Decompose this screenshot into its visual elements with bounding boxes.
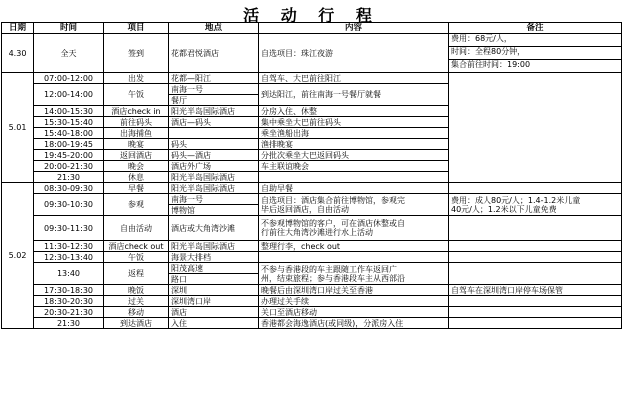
item-cell: 休息 xyxy=(104,172,169,183)
item-cell: 晚饭 xyxy=(104,285,169,296)
content-cell xyxy=(259,263,449,285)
content-cell: 整理行李，check out xyxy=(259,241,449,252)
item-cell: 前往码头 xyxy=(104,117,169,128)
table-row xyxy=(2,318,622,329)
table-row xyxy=(2,216,622,241)
table-row xyxy=(2,194,622,205)
place-cell: 路口 xyxy=(169,274,259,285)
content-cell: 自驾车、大巴前往阳江 xyxy=(259,73,449,84)
table-row xyxy=(2,263,622,274)
item-cell: 晚宴 xyxy=(104,139,169,150)
content-cell: 晚餐后由深圳湾口岸过关至香港 xyxy=(259,285,449,296)
header-date: 日期 xyxy=(2,23,34,34)
note-cell xyxy=(449,307,622,318)
place-cell: 深圳 xyxy=(169,285,259,296)
time-cell: 12:30-13:40 xyxy=(34,252,104,263)
content-cell: 乘坐渔船出海 xyxy=(259,128,449,139)
place-cell: 花都君悦酒店 xyxy=(169,34,259,73)
note-line: 费用：68元/人， xyxy=(449,34,621,47)
content-cell: 分房入住、休整 xyxy=(259,106,449,117)
place-cell: 阳光半岛国际酒店 xyxy=(169,241,259,252)
time-cell: 12:00-14:00 xyxy=(34,84,104,106)
time-cell: 全天 xyxy=(34,34,104,73)
table-row xyxy=(2,73,622,84)
date-cell: 5.02 xyxy=(2,183,34,329)
page-title: 活 动 行 程 xyxy=(243,6,380,25)
header-content: 内容 xyxy=(259,23,449,34)
content-cell: 自助早餐 xyxy=(259,183,449,194)
content-cell xyxy=(259,216,449,241)
time-cell: 09:30-10:30 xyxy=(34,194,104,216)
item-cell: 自由活动 xyxy=(104,216,169,241)
content-cell: 自选项目：珠江夜游 xyxy=(259,34,449,73)
item-cell: 出海捕鱼 xyxy=(104,128,169,139)
header-place: 地点 xyxy=(169,23,259,34)
date-cell: 4.30 xyxy=(2,34,34,73)
item-cell: 出发 xyxy=(104,73,169,84)
item-cell: 早餐 xyxy=(104,183,169,194)
place-cell: 码头 xyxy=(169,139,259,150)
time-cell: 13:40 xyxy=(34,263,104,285)
table-row xyxy=(2,34,622,73)
place-cell: 阳茂高速 xyxy=(169,263,259,274)
note-line: 时间：全程80分钟， xyxy=(449,47,621,60)
note-cell: 自驾车在深圳湾口岸停车场保管 xyxy=(449,285,622,296)
date-cell: 5.01 xyxy=(2,73,34,183)
header-note: 备注 xyxy=(449,23,622,34)
time-cell: 07:00-12:00 xyxy=(34,73,104,84)
note-cell xyxy=(449,263,622,285)
item-cell: 参观 xyxy=(104,194,169,216)
note-cell xyxy=(449,296,622,307)
header-time: 时间 xyxy=(34,23,104,34)
item-cell: 午饭 xyxy=(104,84,169,106)
content-cell: 分批次乘坐大巴返回码头 xyxy=(259,150,449,161)
note-cell xyxy=(449,318,622,329)
table-row xyxy=(2,252,622,263)
note-cell xyxy=(449,216,622,241)
table-row xyxy=(2,285,622,296)
place-cell: 酒店或大角湾沙滩 xyxy=(169,216,259,241)
place-cell: 餐厅 xyxy=(169,95,259,106)
note-cell xyxy=(449,252,622,263)
note-line: 40元/人；1.2米以下儿童免费 xyxy=(451,204,557,214)
time-cell: 15:40-18:00 xyxy=(34,128,104,139)
content-cell xyxy=(259,252,449,263)
header-row xyxy=(2,23,622,34)
item-cell: 酒店check in xyxy=(104,106,169,117)
note-cell xyxy=(449,34,622,73)
time-cell: 14:00-15:30 xyxy=(34,106,104,117)
place-cell: 博物馆 xyxy=(169,205,259,216)
item-cell: 晚会 xyxy=(104,161,169,172)
content-line: 不参与香港段的车主跟随工作车返回广 xyxy=(261,264,397,274)
content-cell: 关口至酒店移动 xyxy=(259,307,449,318)
content-cell: 渔排晚宴 xyxy=(259,139,449,150)
place-cell: 入住 xyxy=(169,318,259,329)
item-cell: 移动 xyxy=(104,307,169,318)
item-cell: 返回酒店 xyxy=(104,150,169,161)
time-cell: 18:00-19:45 xyxy=(34,139,104,150)
item-cell: 签到 xyxy=(104,34,169,73)
place-cell: 阳光半岛国际酒店 xyxy=(169,172,259,183)
place-cell: 阳光半岛国际酒店 xyxy=(169,183,259,194)
header-item: 项目 xyxy=(104,23,169,34)
note-cell xyxy=(449,194,622,216)
place-cell xyxy=(169,128,259,139)
note-line: 费用：成人80元/人；1.4-1.2米儿童 xyxy=(451,195,581,205)
time-cell: 08:30-09:30 xyxy=(34,183,104,194)
place-cell: 阳光半岛国际酒店 xyxy=(169,106,259,117)
time-cell: 21:30 xyxy=(34,318,104,329)
content-line: 不参观博物馆的客户，可在酒店休整或自 xyxy=(261,219,405,228)
place-cell: 海景大排档 xyxy=(169,252,259,263)
content-line: 州，结束旅程；参与香港段车主从西部沿 xyxy=(261,273,405,283)
place-cell: 南海一号 xyxy=(169,194,259,205)
time-cell: 21:30 xyxy=(34,172,104,183)
place-cell: 南海一号 xyxy=(169,84,259,95)
content-line: 行前往大角湾沙滩进行水上活动 xyxy=(261,228,373,237)
table-row xyxy=(2,183,622,194)
item-cell: 返程 xyxy=(104,263,169,285)
time-cell: 15:30-15:40 xyxy=(34,117,104,128)
content-line: 毕后返回酒店，自由活动 xyxy=(261,204,349,214)
content-cell: 办理过关手续 xyxy=(259,296,449,307)
content-cell: 香港都会海逸酒店(或同级)，分派房入住 xyxy=(259,318,449,329)
time-cell: 19:45-20:00 xyxy=(34,150,104,161)
note-cell xyxy=(449,183,622,194)
content-cell xyxy=(259,194,449,216)
place-cell: 码头—酒店 xyxy=(169,150,259,161)
item-cell: 酒店check out xyxy=(104,241,169,252)
table-row xyxy=(2,241,622,252)
content-line: 自选项目：酒店集合前往博物馆，参观完 xyxy=(261,195,405,205)
place-cell: 酒店外广场 xyxy=(169,161,259,172)
note-cell xyxy=(449,73,622,183)
time-cell: 20:30-21:30 xyxy=(34,307,104,318)
content-cell: 集中乘坐大巴前往码头 xyxy=(259,117,449,128)
note-line: 集合前往时间：19:00 xyxy=(451,60,531,69)
place-cell: 酒店—码头 xyxy=(169,117,259,128)
note-cell xyxy=(449,241,622,252)
place-cell: 花都—阳江 xyxy=(169,73,259,84)
table-row xyxy=(2,296,622,307)
table-row xyxy=(2,307,622,318)
time-cell: 11:30-12:30 xyxy=(34,241,104,252)
item-cell: 午饭 xyxy=(104,252,169,263)
item-cell: 到达酒店 xyxy=(104,318,169,329)
time-cell: 20:00-21:30 xyxy=(34,161,104,172)
place-cell: 深圳湾口岸 xyxy=(169,296,259,307)
content-cell: 到达阳江，前往南海一号餐厅就餐 xyxy=(259,84,449,106)
time-cell: 17:30-18:30 xyxy=(34,285,104,296)
time-cell: 18:30-20:30 xyxy=(34,296,104,307)
content-cell: 车主联谊晚会 xyxy=(259,161,449,172)
schedule-table xyxy=(1,22,622,329)
time-cell: 09:30-11:30 xyxy=(34,216,104,241)
item-cell: 过关 xyxy=(104,296,169,307)
content-cell xyxy=(259,172,449,183)
place-cell: 酒店 xyxy=(169,307,259,318)
